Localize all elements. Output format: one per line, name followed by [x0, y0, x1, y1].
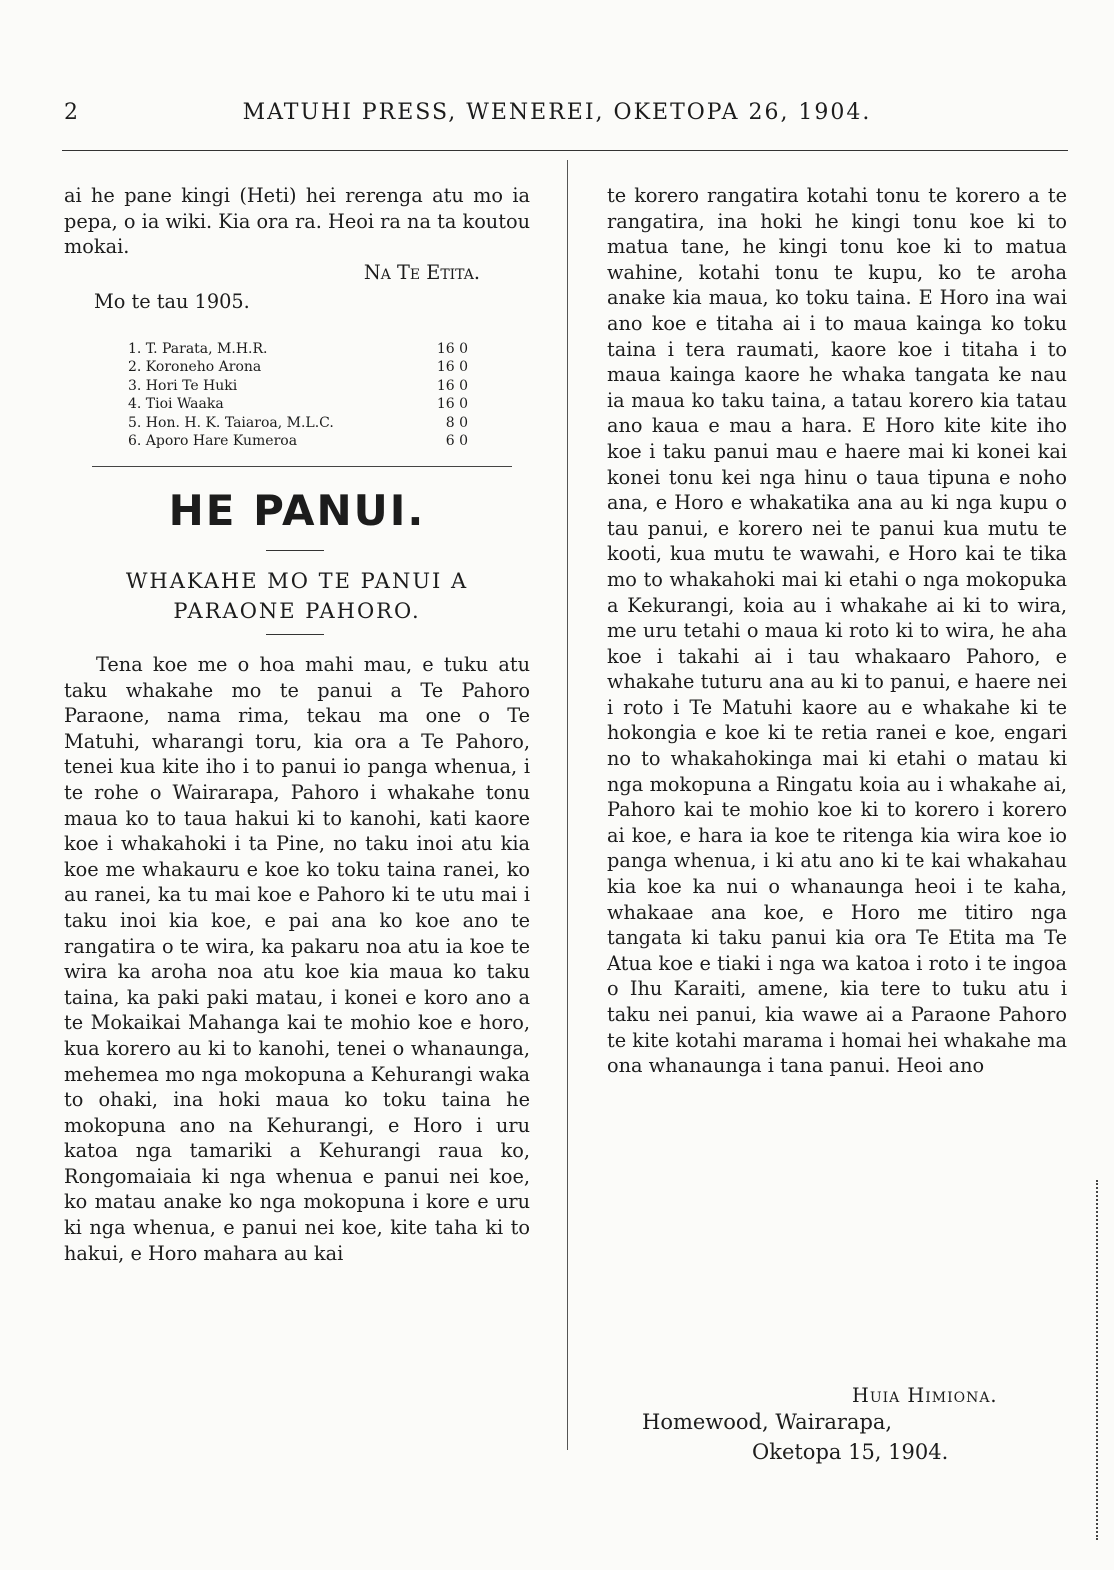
- subtitle-rule: [266, 634, 324, 635]
- header-rule: [62, 150, 1068, 151]
- subscriber-name: 3. Hori Te Huki: [128, 377, 238, 394]
- subscription-list: [128, 340, 468, 450]
- list-item: [128, 432, 468, 450]
- notice-body-left-column: [64, 652, 530, 1266]
- list-item: [128, 395, 468, 413]
- subscription-amount: 8 0: [445, 414, 468, 431]
- subtitle-line-1: WHAKAHE MO TE PANUI A: [125, 569, 469, 593]
- list-item: [128, 414, 468, 432]
- author-signature: Huia Himiona.: [852, 1384, 998, 1407]
- page-edge-mark: [1096, 1180, 1098, 1540]
- subscription-amount: 6 0: [445, 432, 468, 449]
- author-place: Homewood, Wairarapa,: [642, 1410, 893, 1434]
- subscription-amount: 16 0: [436, 341, 468, 357]
- column-divider: [567, 160, 568, 1450]
- subscription-amount: 16 0: [436, 359, 468, 376]
- subtitle-line-2: PARAONE PAHORO.: [173, 599, 421, 623]
- notice-body-right-column: [607, 183, 1067, 1079]
- subscription-amount: 16 0: [436, 396, 468, 413]
- subscriber-name: 6. Aporo Hare Kumeroa: [128, 432, 298, 449]
- intro-section: [64, 183, 530, 315]
- subscriber-name: 1. T. Parata, M.H.R.: [128, 341, 268, 357]
- notice-subtitle: [64, 566, 530, 626]
- notice-title: HE PANUI.: [168, 486, 426, 535]
- notice-body-right: te korero rangatira kotahi tonu te korero a te rangatira, ina hoki he kingi tonu koe ki to matua tane, he kingi tonu koe ki to matua wahine, kotahi tonu te kupu, ko te aroha anake kia maua, ko toku taina. E Horo ina wai ano koe e titaha ai i to maua kainga ko toku taina i tera raumati, kaore koe i titaha i to maua kainga kaore he whaka tangata ke nau ia maua ko taku taina, a tatau korero kia tatau ano kaua e mau a hara. E Horo kite kite iho koe i taku panui mau e haere mai ki konei kai konei tonu kei nga hinu o taua tipuna e noho ana, e Horo e whakatika ana au ki nga kupu o tau panui, e korero nei te panui kua mutu te kooti, kua mutu te wawahi, e Horo kai te tika mo to whakahoki mai ki etahi o nga mokopuka a Kekurangi, koia au i whakahe ai ki to wira, me uru tetahi o maua ki roto ki to wira, he aha koe i takahi ai i tau whakaaro Pahoro, e whakahe tuturu ana au ki to panui, e haere nei i roto i Te Matuhi kaore au e whakahe ki te hokongia e koe ki te retia ranei e koe, engari no to whakahokinga mai ki etahi o matau ki nga mokopuna a Ringatu koia au i whakahe ai, Pahoro kai te mohio koe ki to korero i korero ai koe, e hara ia koe te ritenga kia wira koe io panga whenua, i ki atu ano ki te kai whakahau kia koe ka nui o whanaunga heoi i te kaha, whakaae ana koe, e Horo me titiro nga tangata ki taku panui kia ora Te Etita ma Te Atua koe e tiaki i nga wa katoa i roto i te ingoa o Ihu Karaiti, amene, kia tere to tuku atu i taku nei panui, kia wawe ai a Paraone Pahoro te kite kotahi marama i homai hei whakahe ma ona whanaunga i tana panui. Heoi ano: [607, 184, 1067, 1078]
- page-number: 2: [64, 100, 78, 125]
- editor-signoff: Na Te Etita.: [363, 260, 480, 284]
- section-rule: [92, 466, 512, 467]
- list-item: [128, 340, 468, 358]
- list-item: [128, 377, 468, 395]
- intro-text: ai he pane kingi (Heti) hei rerenga atu mo ia pepa, o ia wiki. Kia ora ra. Heoi ra na ta koutou mokai.: [64, 184, 530, 259]
- notice-body-left: Tena koe me o hoa mahi mau, e tuku atu taku whakahe mo te panui a Te Pahoro Paraone, nama rima, tekau ma one o Te Matuhi, wharangi toru, kia ora a Te Pahoro, tenei kua kite iho i to panui io panga whenua, i te rohe o Wairarapa, Pahoro i whakahe tonu maua ko to taua hakui ki to kanohi, kati kaore koe i whakahoki i ta Pine, no taku inoi atu kia koe me whakauru e koe ko toku taina ranei, ko au ranei, ka tu mai koe e Pahoro ki te utu mai i taku inoi kia koe, e pai ana ko koe ano te rangatira o te wira, ka pakaru noa atu ia koe te wira ka aroha noa atu koe kia maua ko taku taina, ka paki paki matau, i konei e koro ano a te Mokaikai Mahanga kai te mohio koe e horo, kua korero au ki to kanohi, tenei o whanaunga, mehemea mo nga mokopuna a Kehurangi waka to ohaki, ina hoki maua ko toku taina he mokopuna ano na Kehurangi, e Horo i uru katoa nga tamariki a Kehurangi raua ko, Rongomaiaia ki nga whenua e panui nei koe, ko matau anake ko nga mokopuna i kore e uru ki nga whenua, e panui nei koe, kite taha ki to hakui, e Horo mahara au kai: [64, 653, 530, 1265]
- notice-date: Oketopa 15, 1904.: [752, 1440, 949, 1464]
- list-item: [128, 358, 468, 376]
- title-rule: [266, 550, 324, 551]
- newspaper-header: MATUHI PRESS, WENEREI, OKETOPA 26, 1904.: [242, 100, 872, 125]
- subscriber-name: 4. Tioi Waaka: [128, 396, 224, 413]
- subscriber-name: 2. Koroneho Arona: [128, 359, 262, 376]
- subscriber-name: 5. Hon. H. K. Taiaroa, M.L.C.: [128, 414, 334, 431]
- subscription-heading: Mo te tau 1905.: [94, 290, 250, 314]
- subscription-amount: 16 0: [436, 377, 468, 394]
